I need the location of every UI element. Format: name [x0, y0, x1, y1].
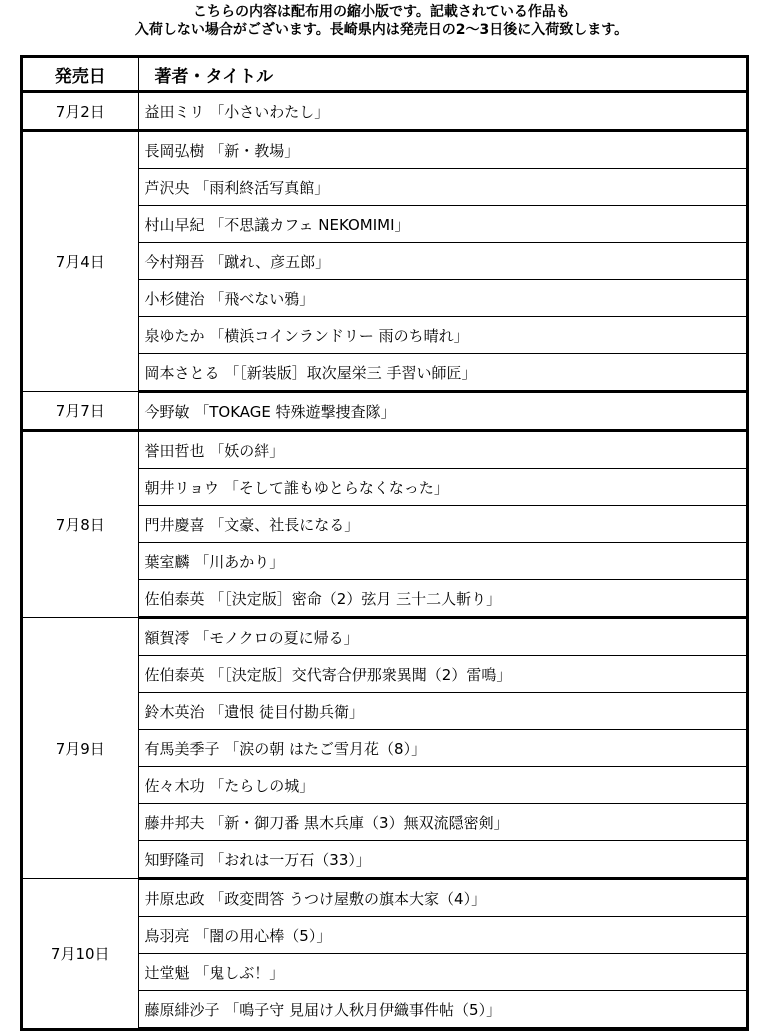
author-title-cell: 有馬美季子 「涙の朝 はたご雪月花（8）」: [138, 730, 746, 767]
author-title-cell: 朝井リョウ 「そして誰もゆとらなくなった」: [138, 469, 746, 506]
author-title-cell: 芦沢央 「雨利終活写真館」: [138, 169, 746, 206]
release-date-cell: 7月9日: [23, 618, 138, 879]
author-title-cell: 知野隆司 「おれは一万石（33）」: [138, 841, 746, 879]
release-date-cell: 7月8日: [23, 431, 138, 618]
author-title-cell: 村山早紀 「不思議カフェ NEKOMIMI」: [138, 206, 746, 243]
author-title-cell: 岡本さとる 「［新装版］取次屋栄三 手習い師匠」: [138, 354, 746, 392]
table-row: [23, 431, 746, 469]
release-schedule-table: [20, 55, 749, 1031]
author-title-cell: 泉ゆたか 「横浜コインランドリー 雨のち晴れ」: [138, 317, 746, 354]
notice-line-2: 入荷しない場合がございます。長崎県内は発売日の2～3日後に入荷致します。: [134, 22, 629, 38]
table-header-row: [23, 58, 746, 92]
author-title-cell: 誉田哲也 「妖の絆」: [138, 431, 746, 469]
notice-line-1: こちらの内容は配布用の縮小版です。記載されている作品も: [193, 4, 570, 20]
author-title-cell: 辻堂魁 「鬼しぶ！」: [138, 954, 746, 991]
author-title-cell: 佐々木功 「たらしの城」: [138, 767, 746, 804]
author-title-cell: 小杉健治 「飛べない鴉」: [138, 280, 746, 317]
table-row: [23, 131, 746, 169]
release-date-cell: 7月10日: [23, 879, 138, 1029]
author-title-cell: 今村翔吾 「蹴れ、彦五郎」: [138, 243, 746, 280]
author-title-cell: 門井慶喜 「文豪、社長になる」: [138, 506, 746, 543]
release-date-cell: 7月7日: [23, 392, 138, 431]
author-title-cell: 藤原緋沙子 「鳴子守 見届け人秋月伊織事件帖（5）」: [138, 991, 746, 1029]
author-title-cell: 井原忠政 「政変問答 うつけ屋敷の旗本大家（4）」: [138, 879, 746, 917]
author-title-cell: 益田ミリ 「小さいわたし」: [138, 92, 746, 131]
table-row: [23, 879, 746, 917]
table-row: [23, 92, 746, 131]
header-release-date: 発売日: [23, 58, 138, 92]
author-title-cell: 鈴木英治 「遺恨 徒目付勘兵衛」: [138, 693, 746, 730]
author-title-cell: 鳥羽亮 「闇の用心棒（5）」: [138, 917, 746, 954]
author-title-cell: 佐伯泰英 「［決定版］密命（2）弦月 三十二人斬り」: [138, 580, 746, 618]
author-title-cell: 長岡弘樹 「新・教場」: [138, 131, 746, 169]
author-title-cell: 額賀澪 「モノクロの夏に帰る」: [138, 618, 746, 656]
release-date-cell: 7月4日: [23, 131, 138, 392]
notice: [0, 3, 763, 39]
release-date-cell: 7月2日: [23, 92, 138, 131]
author-title-cell: 藤井邦夫 「新・御刀番 黒木兵庫（3）無双流隠密剣」: [138, 804, 746, 841]
table-row: [23, 618, 746, 656]
author-title-cell: 今野敏 「TOKAGE 特殊遊撃捜査隊」: [138, 392, 746, 431]
table-body: [23, 92, 746, 1029]
author-title-cell: 佐伯泰英 「［決定版］交代寄合伊那衆異聞（2）雷鳴」: [138, 656, 746, 693]
header-author-title: 著者・タイトル: [138, 58, 746, 92]
author-title-cell: 葉室麟 「川あかり」: [138, 543, 746, 580]
table-row: [23, 392, 746, 431]
